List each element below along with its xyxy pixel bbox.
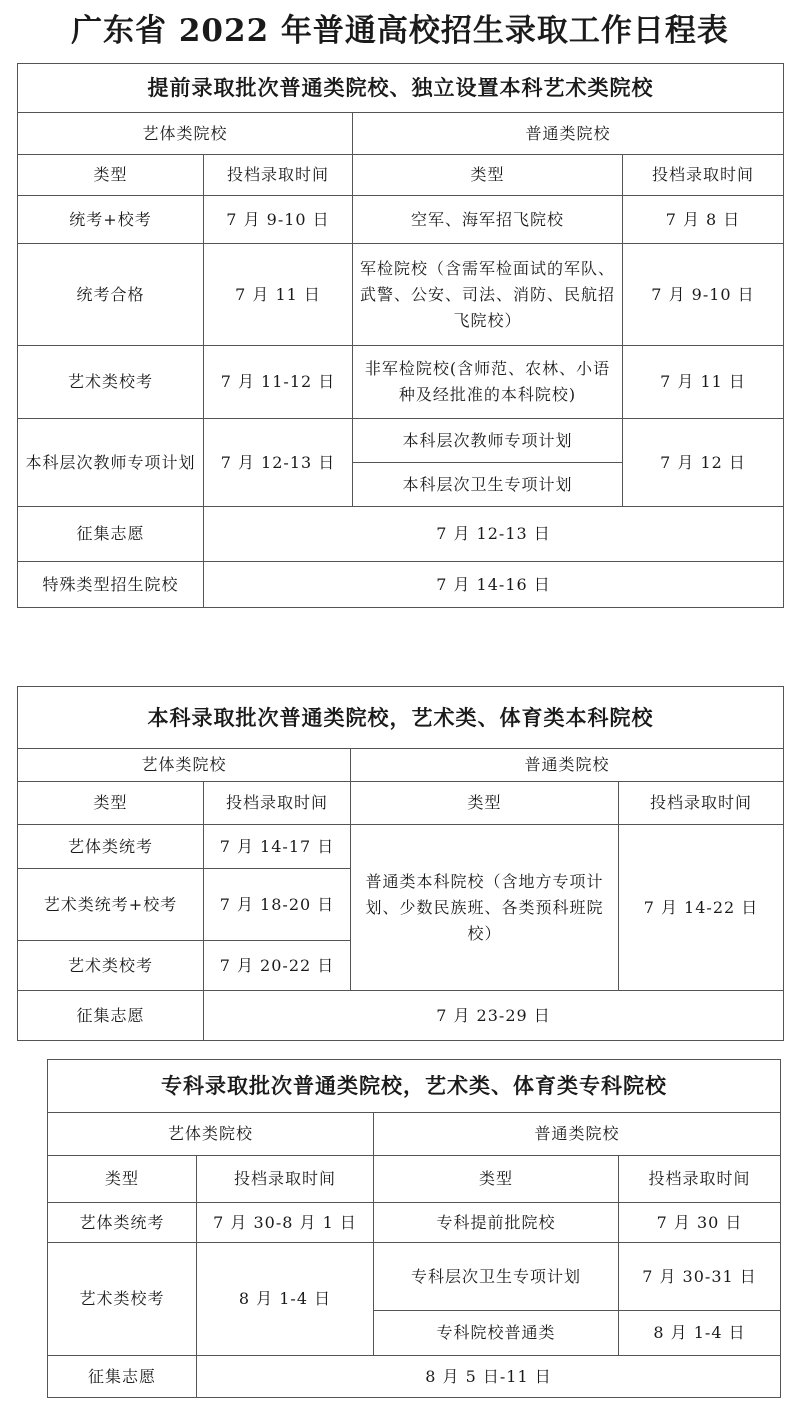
- general-time-cell: 7 月 30-31 日: [619, 1243, 781, 1311]
- schedule-table-junior-college-batch: [47, 1059, 781, 1398]
- general-type-cell: 专科院校普通类: [374, 1311, 619, 1356]
- merged-time-cell: 7 月 23-29 日: [204, 991, 784, 1041]
- col-group-art: 艺体类院校: [48, 1113, 374, 1156]
- art-type-cell: 艺体类统考: [48, 1203, 197, 1243]
- art-time-cell: 7 月 11 日: [204, 244, 353, 346]
- art-type-cell: 艺术类校考: [48, 1243, 197, 1356]
- general-time-cell: 7 月 11 日: [623, 346, 784, 419]
- header-type: 类型: [18, 782, 204, 825]
- general-type-cell: 非军检院校(含师范、农林、小语种及经批准的本科院校): [353, 346, 623, 419]
- header-type: 类型: [48, 1156, 197, 1203]
- header-time: 投档录取时间: [204, 782, 351, 825]
- general-time-cell: 7 月 12 日: [623, 419, 784, 507]
- art-type-cell: 艺体类统考: [18, 825, 204, 869]
- table-row: [18, 346, 784, 419]
- header-time: 投档录取时间: [619, 782, 784, 825]
- general-time-cell: 7 月 8 日: [623, 196, 784, 244]
- header-type: 类型: [351, 782, 619, 825]
- general-time-cell: 7 月 14-22 日: [619, 825, 784, 991]
- col-group-general: 普通类院校: [351, 749, 784, 782]
- col-group-general: 普通类院校: [374, 1113, 781, 1156]
- page-title: 广东省 2022 年普通高校招生录取工作日程表: [71, 13, 729, 49]
- art-type-cell: 艺术类校考: [18, 941, 204, 991]
- general-type-cell: 普通类本科院校（含地方专项计划、少数民族班、各类预科班院校）: [351, 825, 619, 991]
- table-title: 专科录取批次普通类院校，艺术类、体育类专科院校: [48, 1060, 781, 1113]
- merged-time-cell: 7 月 12-13 日: [204, 507, 784, 562]
- table-row: [18, 825, 784, 869]
- art-type-cell: 艺术类校考: [18, 346, 204, 419]
- table-title: 提前录取批次普通类院校、独立设置本科艺术类院校: [18, 64, 784, 113]
- art-time-cell: 7 月 9-10 日: [204, 196, 353, 244]
- header-time: 投档录取时间: [197, 1156, 374, 1203]
- merged-time-cell: 8 月 5 日-11 日: [197, 1356, 781, 1398]
- col-group-general: 普通类院校: [353, 113, 784, 155]
- art-type-cell: 本科层次教师专项计划: [18, 419, 204, 507]
- table-row: [18, 507, 784, 562]
- general-time-cell: 7 月 9-10 日: [623, 244, 784, 346]
- table-row: [18, 419, 784, 463]
- art-time-cell: 7 月 12-13 日: [204, 419, 353, 507]
- table-title: 本科录取批次普通类院校，艺术类、体育类本科院校: [18, 687, 784, 749]
- schedule-table-early-batch: [17, 63, 784, 608]
- table-row: [18, 244, 784, 346]
- general-type-cell: 本科层次教师专项计划: [353, 419, 623, 463]
- col-group-art: 艺体类院校: [18, 113, 353, 155]
- header-time: 投档录取时间: [623, 155, 784, 196]
- art-time-cell: 7 月 18-20 日: [204, 869, 351, 941]
- merged-time-cell: 7 月 14-16 日: [204, 562, 784, 608]
- art-time-cell: 8 月 1-4 日: [197, 1243, 374, 1356]
- header-type: 类型: [353, 155, 623, 196]
- schedule-table-undergraduate-batch: [17, 686, 784, 1041]
- art-time-cell: 7 月 11-12 日: [204, 346, 353, 419]
- header-time: 投档录取时间: [619, 1156, 781, 1203]
- table-row: [48, 1203, 781, 1243]
- header-type: 类型: [18, 155, 204, 196]
- art-time-cell: 7 月 30-8 月 1 日: [197, 1203, 374, 1243]
- merged-label-cell: 征集志愿: [48, 1356, 197, 1398]
- table-row: [18, 196, 784, 244]
- general-time-cell: 7 月 30 日: [619, 1203, 781, 1243]
- table-row: [18, 562, 784, 608]
- col-group-art: 艺体类院校: [18, 749, 351, 782]
- table-row: [18, 991, 784, 1041]
- merged-label-cell: 征集志愿: [18, 507, 204, 562]
- art-type-cell: 统考+校考: [18, 196, 204, 244]
- header-time: 投档录取时间: [204, 155, 353, 196]
- art-type-cell: 统考合格: [18, 244, 204, 346]
- general-type-cell: 专科层次卫生专项计划: [374, 1243, 619, 1311]
- general-type-cell: 空军、海军招飞院校: [353, 196, 623, 244]
- general-time-cell: 8 月 1-4 日: [619, 1311, 781, 1356]
- table-row: [48, 1243, 781, 1311]
- general-type-cell: 军检院校（含需军检面试的军队、武警、公安、司法、消防、民航招飞院校）: [353, 244, 623, 346]
- art-time-cell: 7 月 20-22 日: [204, 941, 351, 991]
- merged-label-cell: 征集志愿: [18, 991, 204, 1041]
- general-type-cell: 本科层次卫生专项计划: [353, 463, 623, 507]
- merged-label-cell: 特殊类型招生院校: [18, 562, 204, 608]
- general-type-cell: 专科提前批院校: [374, 1203, 619, 1243]
- header-type: 类型: [374, 1156, 619, 1203]
- art-time-cell: 7 月 14-17 日: [204, 825, 351, 869]
- table-row: [48, 1356, 781, 1398]
- art-type-cell: 艺术类统考+校考: [18, 869, 204, 941]
